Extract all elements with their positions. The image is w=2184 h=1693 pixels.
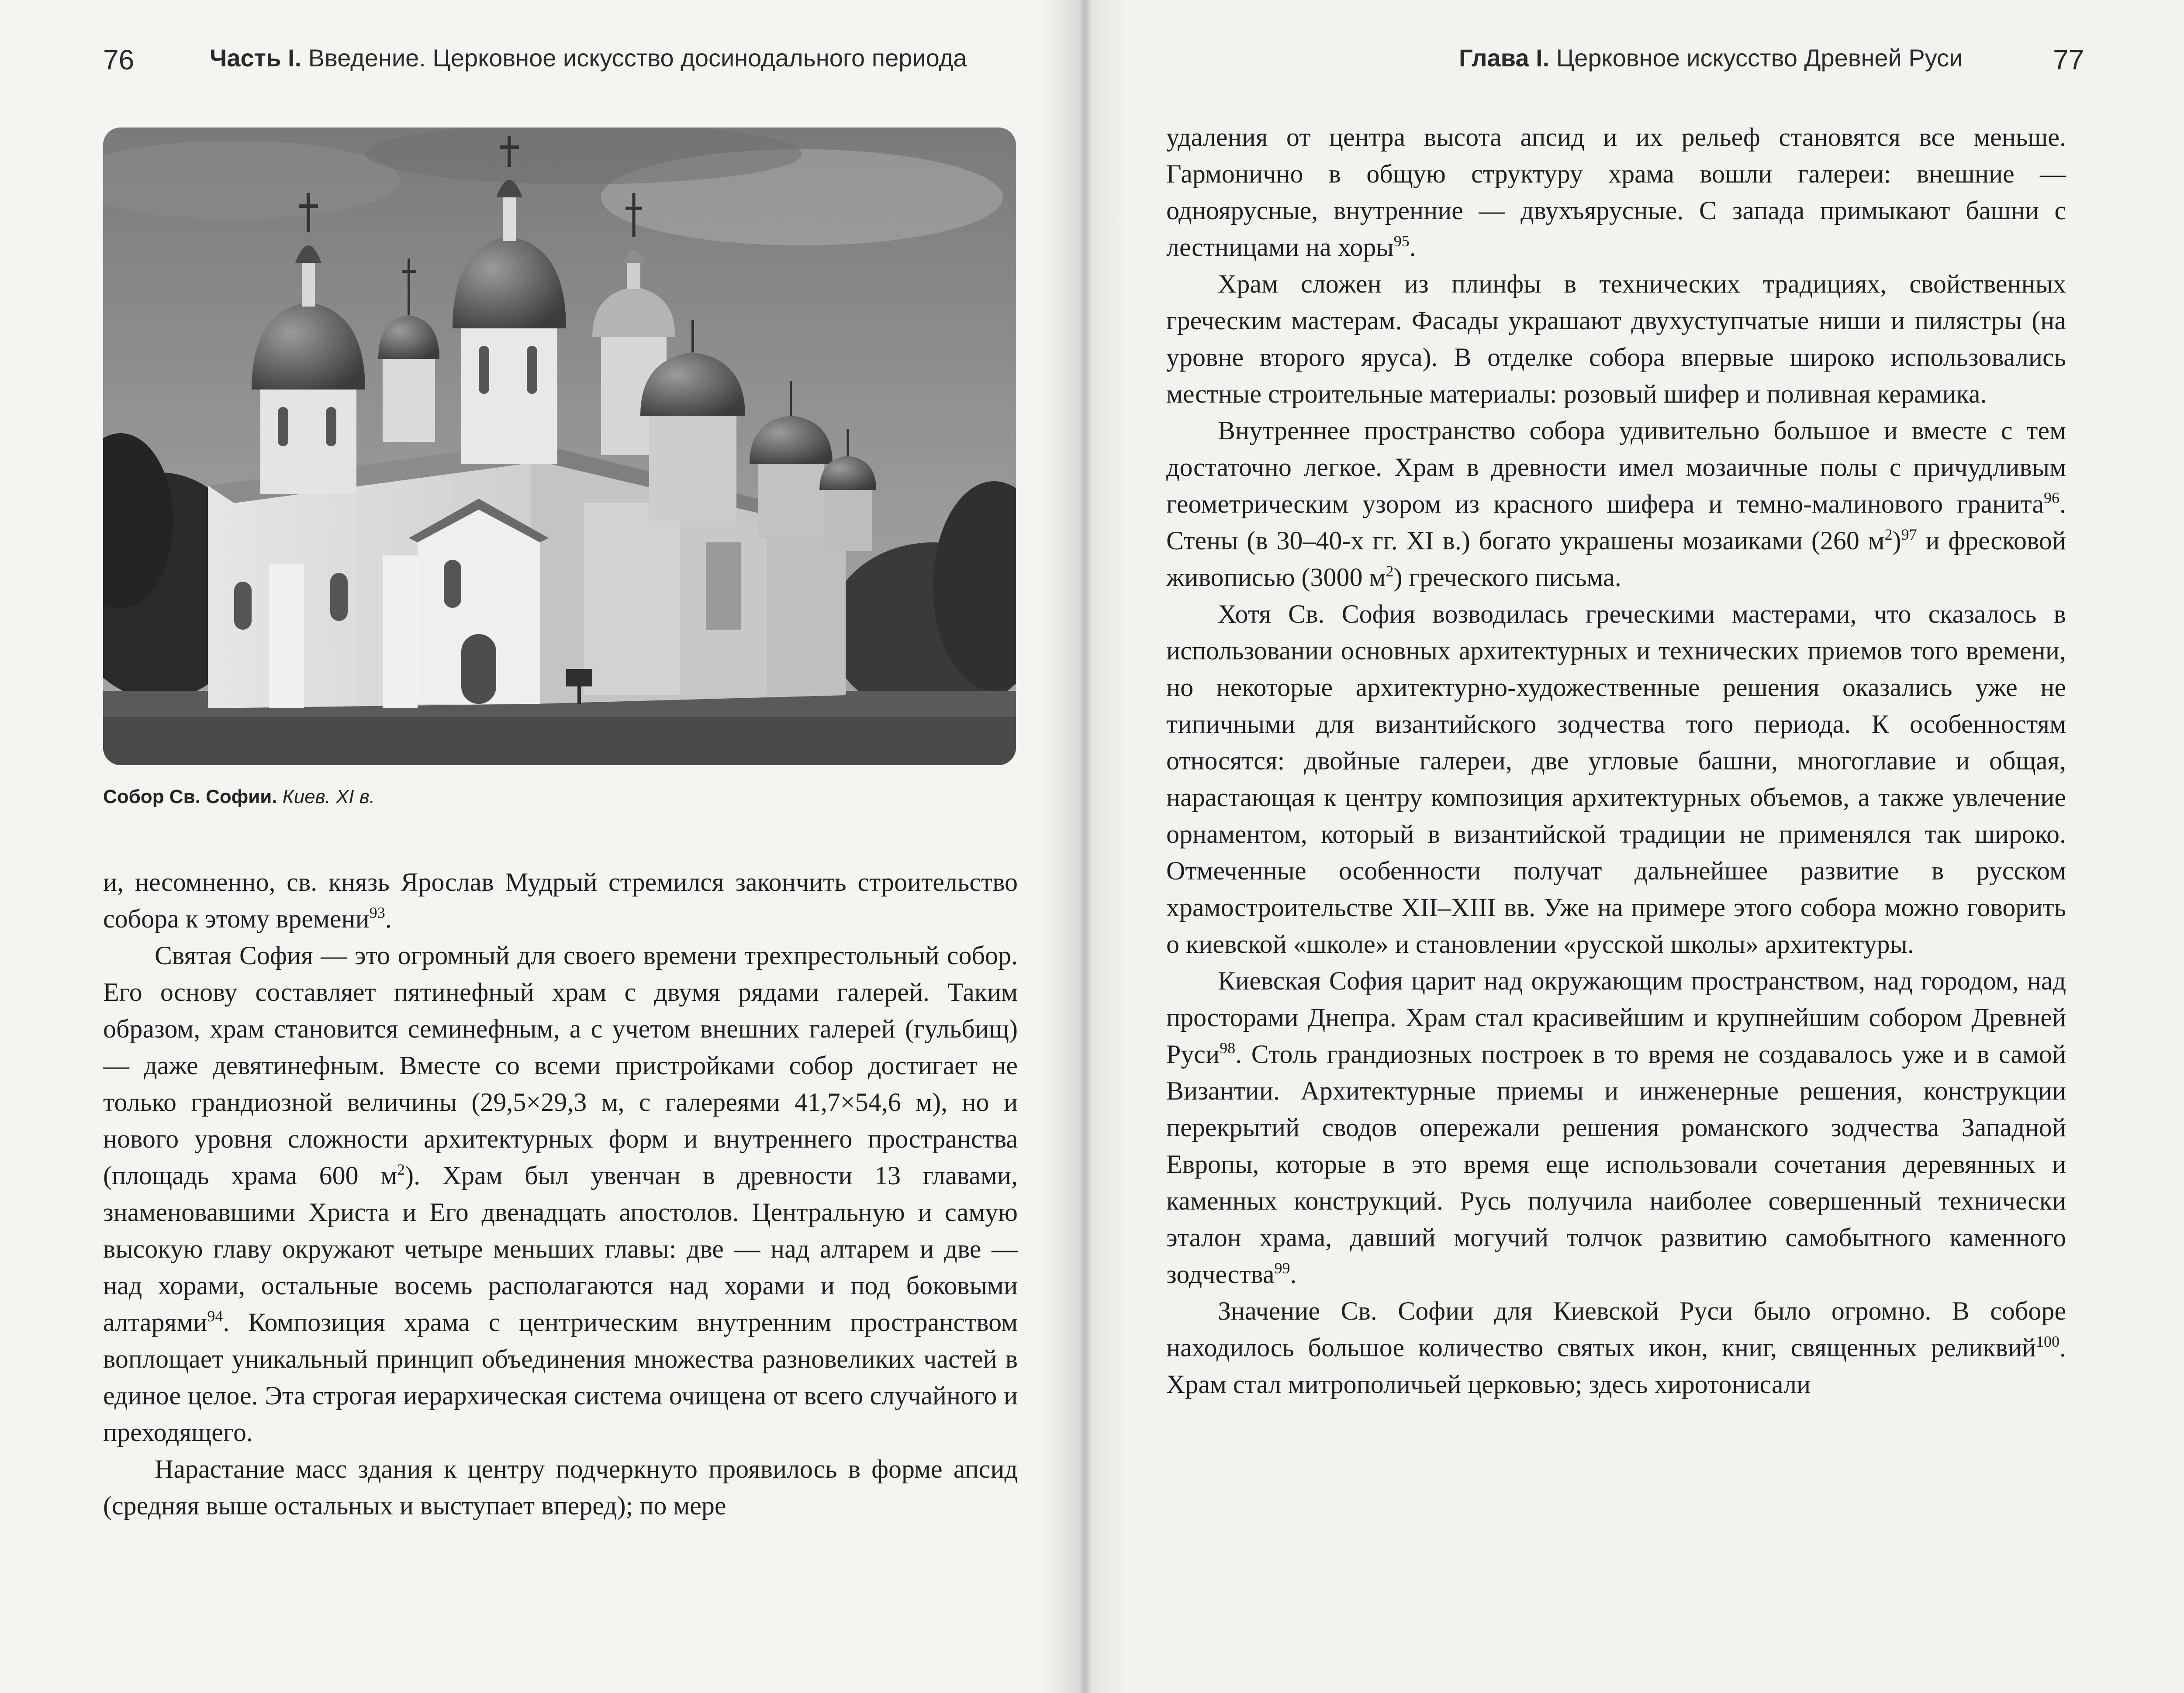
paragraph: Святая София — это огромный для своего времени трехпрестольный собор. Его основу составляет пятинефный храм с двумя рядами галерей. Таким образом, храм становится семинефным, а с учетом внешних галерей (гульбищ) — даже девятинефным. Вместе со всеми пристройками собор достигает не только грандиозной величины (29,5×29,3 м, с галереями 41,7×54,6 м), но и нового уровня сложности архитектурных форм и внутреннего пространства (площадь храма 600 $м^2$). Храм был увенчан в древности 13 главами, знаменовавшими Христа и Его двенадцать апостолов. Центральную и самую высокую главу окружают четыре меньших главы: две — над алтарем и две — над хорами, остальные восемь располагаются над хорами и под боковыми алтарями$^{94}$. Композиция храма с центрическим внутренним пространством воплощает уникальный принцип объединения множества разновеликих частей в единое целое. Эта строгая иерархическая система очищена от всего случайного и преходящего. [103,941,1018,1447]
unit-exponent: 2 [1386,562,1394,580]
paragraph: и, несомненно, св. князь Ярослав Мудрый стремился закончить строительство собора к этому времени$^{93}$. [103,868,1018,933]
photo-caption [103,786,375,808]
footnote-ref: 95 [1393,232,1410,250]
running-header-right [1459,44,1963,72]
footnote-ref: 94 [207,1307,223,1325]
caption-title: Собор Св. Софии. [103,786,277,807]
header-chapter-title: Церковное искусство Древней Руси [1556,44,1963,72]
page-number-right: 77 [2053,44,2084,76]
caption-place: Киев. XI в. [282,786,375,807]
unit-exponent: 2 [397,1161,405,1178]
right-body-text [1166,119,2066,1403]
unit-exponent: 2 [1884,526,1893,543]
header-part-title: Введение. Церковное искусство досинодального периода [308,44,967,72]
footnote-ref: 99 [1274,1259,1290,1277]
footnote-ref: 96 [2044,489,2060,507]
footnote-ref: 93 [369,904,385,921]
left-page [0,0,1079,1693]
paragraph: Хотя Св. София возводилась греческими мастерами, что сказалось в использовании основных архитектурных и технических приемов того времени, но некоторые архитектурно-художественные решения оказались уже не типичными для византийского зодчества того периода. К особенностям относятся: двойные галереи, две угловые башни, многоглавие и общая, нарастающая к центру композиция архитектурных объемов, а также увлечение орнаментом, который в византийской традиции не применялся так широко. Отмеченные особенности получат дальнейшее развитие в русском храмостроительстве XII–XIII вв. Уже на примере этого собора можно говорить о киевской «школе» и становлении «русской школы» архитектуры. [1166,600,2066,959]
cathedral-photo [103,128,1016,765]
paragraph: Киевская София царит над окружающим пространством, над городом, над просторами Днепра. Храм стал красивейшим и крупнейшим собором Древней Руси$^{98}$. Столь грандиозных построек в то время не создавалось уже и в самой Византии. Архитектурные приемы и инженерные решения, конструкции перекрытий сводов опережали решения романского зодчества Западной Европы, которые в это время еще использовали сочетания деревянных и каменных конструкций. Русь получила наиболее совершенный технически эталон храма, давший могучий толчок развитию самобытного каменного зодчества$^{99}$. [1166,966,2066,1289]
footnote-ref: 97 [1901,526,1917,543]
footnote-ref: 98 [1220,1039,1236,1057]
paragraph: Нарастание масс здания к центру подчеркнуто проявилось в форме апсид (средняя выше остальных и выступает вперед); по мере [103,1455,1018,1520]
paragraph: Значение Св. Софии для Киевской Руси было огромно. В соборе находилось большое количество святых икон, книг, священных реликвий$^{100}$. Храм стал митрополичьей церковью; здесь хиротонисали [1166,1296,2066,1399]
header-part-label: Часть I. [210,44,302,72]
paragraph: Внутреннее пространство собора удивительно большое и вместе с тем достаточно легкое. Храм в древности имел мозаичные полы с причудливым геометрическим узором из красного шифера и темно-малинового гранита$^{96}$. Стены (в 30–40-х гг. XI в.) богато украшены мозаиками (260 $м^2)^{97}$ и фресковой живописью (3000 $м^2$) греческого письма. [1166,416,2066,592]
paragraph: Храм сложен из плинфы в технических традициях, свойственных греческим мастерам. Фасады украшают двухуступчатые ниши и пилястры (на уровне второго яруса). В отделке собора впервые широко использовались местные строительные материалы: розовый шифер и поливная керамика. [1166,269,2066,408]
paragraph: удаления от центра высота апсид и их рельеф становятся все меньше. Гармонично в общую структуру храма вошли галереи: внешние — одноярусные, внутренние — двухъярусные. С запада примыкают башни с лестницами на хоры$^{95}$. [1166,123,2066,262]
left-body-text [103,864,1018,1524]
footnote-ref: 100 [2036,1333,2060,1350]
running-header-left [210,44,967,72]
right-page [1079,0,2184,1693]
page-number-left: 76 [103,44,135,76]
header-chapter-label: Глава I. [1459,44,1550,72]
